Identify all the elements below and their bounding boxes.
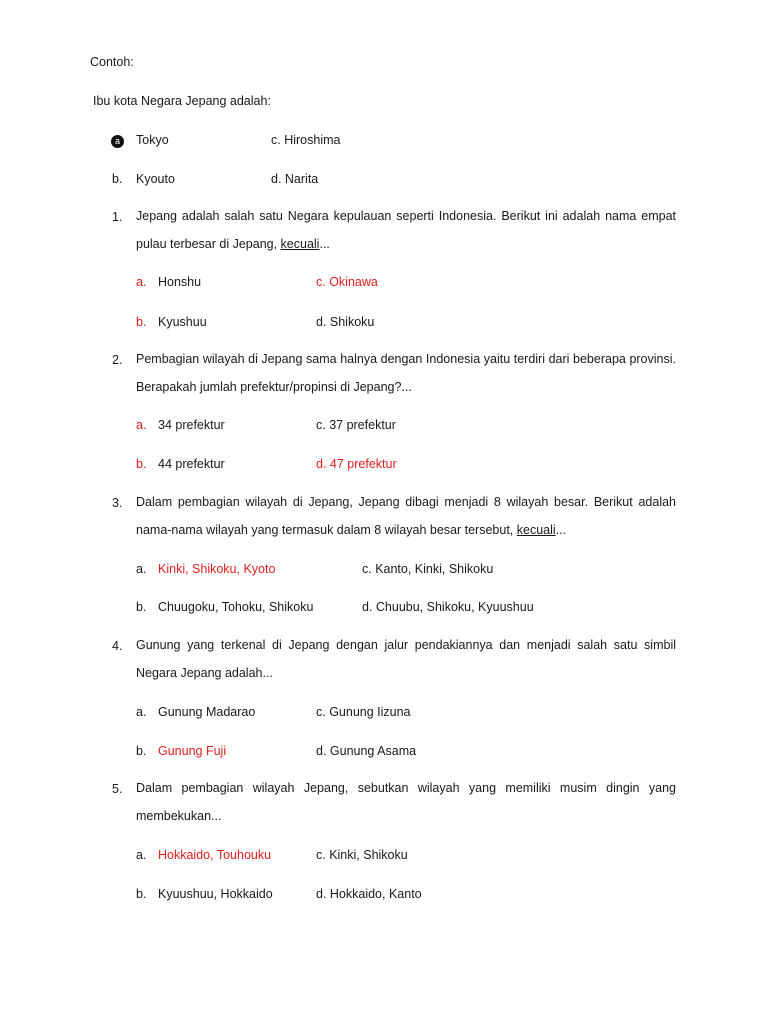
option-b: Chuugoku, Tohoku, Shikoku [158, 600, 314, 614]
question-number: 1. [112, 210, 123, 224]
option-b-label: b. [136, 600, 147, 614]
emphasis-kecuali: kecuali [516, 523, 556, 537]
question-line [136, 523, 566, 537]
option-a: Honshu [158, 275, 202, 289]
example-question: Ibu kota Negara Jepang adalah: [93, 94, 271, 108]
question-number: 4. [112, 639, 123, 653]
example-option-d: d. Narita [271, 172, 319, 186]
option-a: Gunung Madarao [158, 705, 256, 719]
option-c: c. Gunung Iizuna [316, 705, 411, 719]
option-d: d. Hokkaido, Kanto [316, 887, 422, 901]
question-line: Dalam pembagian wilayah di Jepang, Jepang dibagi menjadi 8 wilayah besar. Berikut adalah [136, 495, 676, 509]
question-text: ... [319, 237, 330, 251]
example-option-b-label: b. [112, 172, 123, 186]
question-number: 2. [112, 353, 123, 367]
option-c: c. Kinki, Shikoku [316, 848, 408, 862]
question-text: nama-nama wilayah yang termasuk dalam 8 wilayah besar tersebut, [136, 523, 517, 537]
question-text: ... [555, 523, 567, 537]
option-b-answer: Gunung Fuji [158, 744, 227, 758]
question-text: pulau terbesar di Jepang, [136, 237, 281, 251]
question-line: Negara Jepang adalah... [136, 666, 273, 680]
example-option-a: Tokyo [136, 133, 169, 147]
question-number: 5. [112, 782, 123, 796]
option-a-answer: Hokkaido, Touhouku [158, 848, 272, 862]
example-option-c: c. Hiroshima [271, 133, 341, 147]
option-a-label: a. [136, 275, 147, 289]
question-line: Gunung yang terkenal di Jepang dengan jalur pendakiannya dan menjadi salah satu simbil [136, 638, 676, 652]
question-line: Pembagian wilayah di Jepang sama halnya dengan Indonesia yaitu terdiri dari beberapa provinsi. [136, 352, 676, 366]
option-a-label: a. [136, 848, 147, 862]
option-a-label: a. [136, 418, 147, 432]
option-b-label: b. [136, 457, 147, 471]
option-c: c. Kanto, Kinki, Shikoku [362, 562, 494, 576]
example-label: Contoh: [90, 55, 134, 69]
option-a-label: a. [136, 705, 147, 719]
question-line: membekukan... [136, 809, 222, 823]
option-b-label: b. [136, 887, 147, 901]
example-option-b: Kyouto [136, 172, 175, 186]
option-a-answer: Kinki, Shikoku, Kyoto [158, 562, 276, 576]
option-a-label: a. [136, 562, 147, 576]
option-b: 44 prefektur [158, 457, 225, 471]
option-b: Kyushuu [158, 315, 207, 329]
option-d: d. Chuubu, Shikoku, Kyuushuu [362, 600, 534, 614]
question-line [136, 237, 330, 251]
option-b-label: b. [136, 315, 147, 329]
selected-answer-circle: a [111, 135, 124, 148]
option-d: d. Gunung Asama [316, 744, 417, 758]
question-line: Jepang adalah salah satu Negara kepulauan seperti Indonesia. Berikut ini adalah nama empat [136, 209, 676, 223]
option-b-label: b. [136, 744, 147, 758]
emphasis-kecuali: kecuali [280, 237, 320, 251]
option-d: d. Shikoku [316, 315, 375, 329]
question-number: 3. [112, 496, 123, 510]
question-line: Dalam pembagian wilayah Jepang, sebutkan wilayah yang memiliki musim dingin yang [136, 781, 676, 795]
option-a: 34 prefektur [158, 418, 225, 432]
option-b: Kyuushuu, Hokkaido [158, 887, 273, 901]
option-c: c. 37 prefektur [316, 418, 396, 432]
option-c-answer: c. Okinawa [316, 275, 378, 289]
option-d-answer: d. 47 prefektur [316, 457, 397, 471]
question-line: Berapakah jumlah prefektur/propinsi di Jepang?... [136, 380, 412, 394]
